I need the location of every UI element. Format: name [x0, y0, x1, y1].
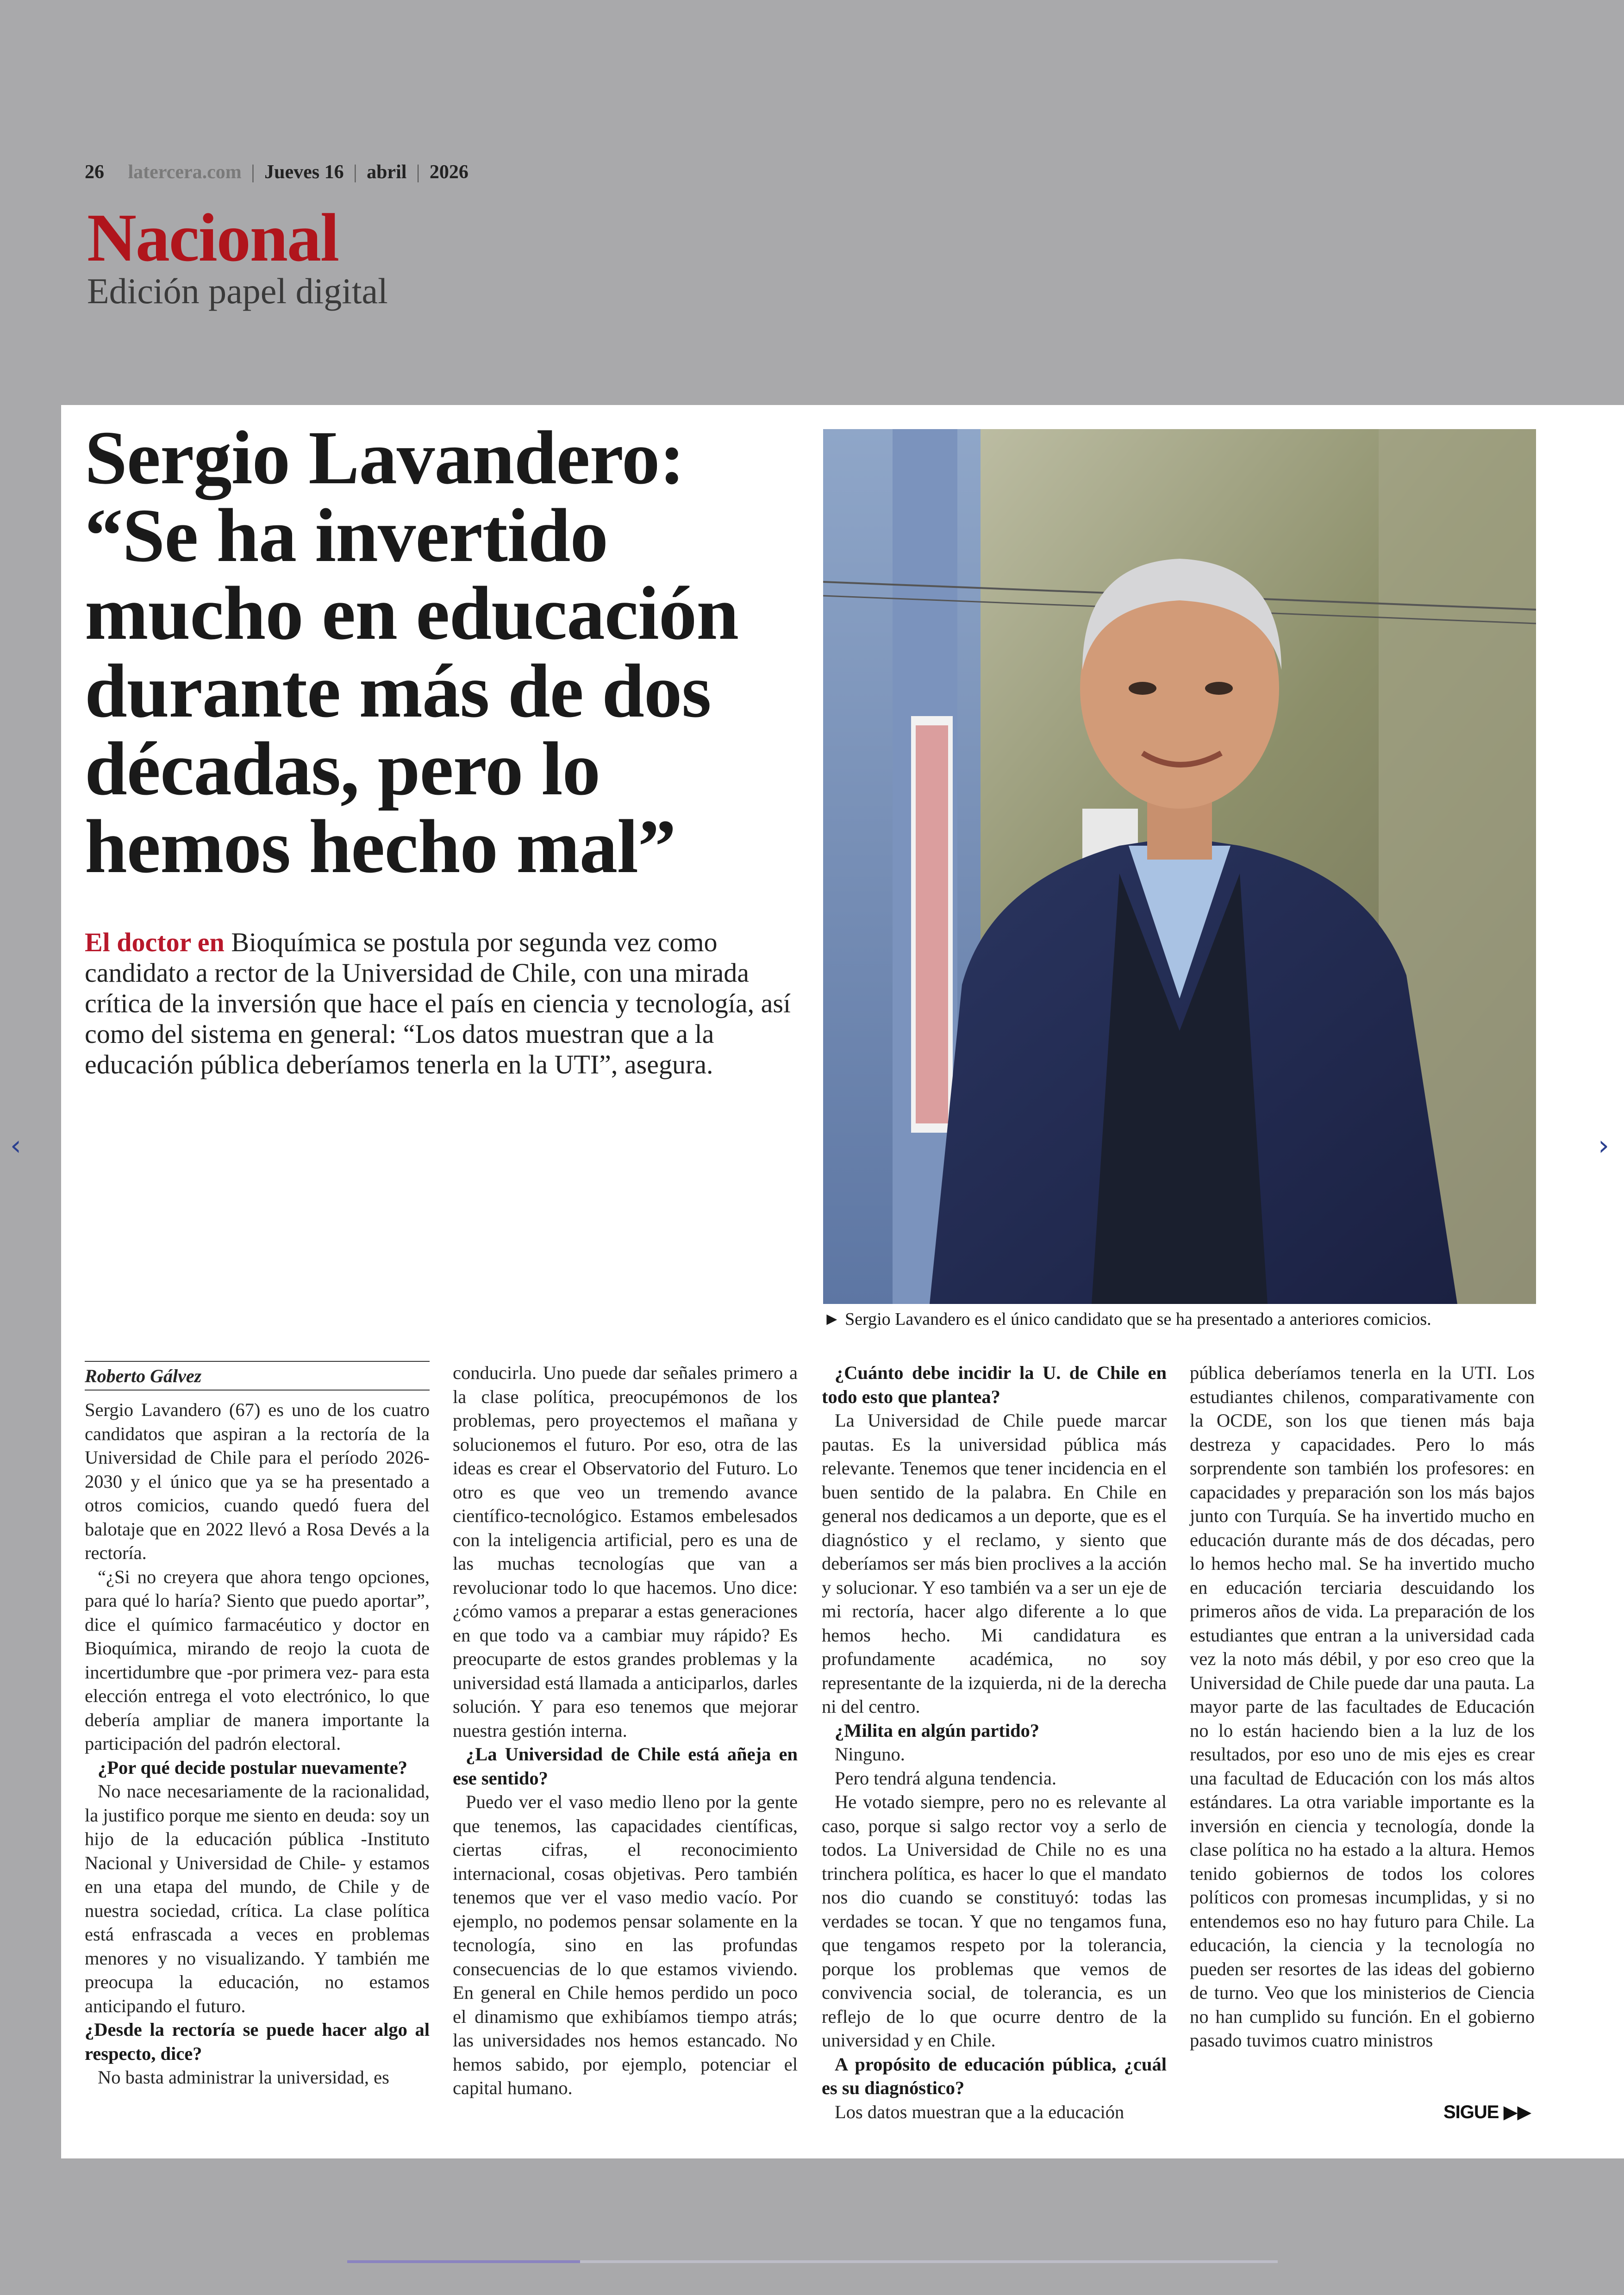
paragraph: conducirla. Uno puede dar señales primero a la clase política, preocupémonos de los problemas, pero proyectemos el mañana y solucionemos el futuro. Por eso, otra de las ideas es crear el Observatorio del Futuro. Lo otro es que veo un tremendo avance científico-tecnológico. Estamos embelesados con la inteligencia artificial, pero es una de las muchas tecnologías que van a revolucionar todo lo que hacemos. Uno dice: ¿cómo vamos a preparar a estas generaciones en que todo va a cambiar muy rápido? Es preocuparte de estos grandes problemas y la universidad está llamada a anticiparlos, darles solución. Y para eso tenemos que mejorar nuestra gestión interna.	[453, 1362, 798, 1741]
interview-question: ¿Cuánto debe incidir la U. de Chile en todo esto que plantea?	[822, 1362, 1167, 1407]
photo-caption: ► Sergio Lavandero es el único candidato que se ha presentado a anteriores comicios.	[823, 1310, 1431, 1329]
section-title: Nacional	[87, 200, 339, 276]
chevron-right-icon: ›	[1598, 1129, 1609, 1162]
paragraph: He votado siempre, pero no es relevante al caso, porque si salgo rector voy a serlo de todos. La Universidad de Chile no es una trinchera política, es hacer lo que el mandato nos dio cuando se constituyó: todas las verdades se tocan. Y que no tengamos funa, que tengamos respeto por la tolerancia, porque los problemas que vemos de convivencia social, de tolerancia, es un reflejo de lo que ocurre dentro de la universidad y en Chile.	[822, 1791, 1167, 2051]
interview-question: A propósito de educación pública, ¿cuál es su diagnóstico?	[822, 2053, 1167, 2098]
paragraph: pública deberíamos tenerla en la UTI. Los estudiantes chilenos, comparativamente con la OCDE, son los que tienen más baja destreza y capacidades. Pero lo más sorprendente son también los profesores: en capacidades y preparación son los más bajos junto con Turquía. Se ha invertido mucho en educación durante más de dos décadas, pero lo hemos hecho mal. Se ha invertido mucho en educación terciaria descuidando los primeros años de vida. La preparación de los estudiantes que entran a la universidad cada vez la noto más débil, y por eso creo que la Universidad de Chile puede dar una pauta. La mayor parte de las facultades de Educación no lo están haciendo bien a la luz de los resultados, por eso uno de mis ejes es crear una facultad de Educación con los más altos estándares. La otra variable importante es la inversión en ciencia y tecnología, donde la clase política no ha estado a la altura. Hemos tenido gobiernos de todos los colores políticos con promesas incumplidas, y si no entendemos eso no hay futuro para Chile. La educación, la ciencia y la tecnología no pueden ser resortes de las ideas del gobierno de turno. Veo que los ministerios de Ciencia no han cumplido su función. En el gobierno pasado tuvimos cuatro ministros	[1190, 1362, 1535, 2051]
paragraph: “¿Si no creyera que ahora tengo opciones, para qué lo haría? Siento que puedo aportar”, dice el químico farmacéutico y doctor en Bioquímica, mirando de reojo la cuota de incertidumbre que -por primera vez- para esta elección entrega el voto electrónico, lo que debería ampliar de manera importante la participación del padrón electoral.	[85, 1566, 430, 1754]
paragraph: No nace necesariamente de la racionalidad, la justifico porque me siento en deuda: soy un hijo de la educación pública -Instituto Nacional y Universidad de Chile- y estamos en una etapa del mundo, de Chile y de nuestra sociedad, crítica. La clase política está enfrascada a veces en problemas menores y no visualizando. Y también me preocupa la educación, no estamos anticipando el futuro.	[85, 1781, 430, 2016]
page-header: 26 latercera.com | Jueves 16 | abril | 2026	[85, 162, 468, 183]
paragraph: La Universidad de Chile puede marcar pautas. Es la universidad pública más relevante. Tenemos que tener incidencia en el buen sentido de la palabra. En Chile en general nos dedicamos a un deporte, que es el diagnóstico y el reclamo, y siento que deberíamos ser más bien proclives a la acción y solucionar. Y eso también va a ser un eje de mi rectoría, hacer algo diferente a lo que hemos hecho. Mi candidatura es profundamente académica, no soy representante de la izquierda, ni de la derecha ni del centro.	[822, 1410, 1167, 1717]
continue-label: SIGUE ▶▶	[1443, 2102, 1531, 2122]
article-column-1	[85, 1361, 430, 2089]
interview-question: ¿Por qué decide postular nuevamente?	[98, 1757, 408, 1778]
previous-page-button[interactable]	[10, 1129, 21, 1162]
paragraph: Ninguno.	[835, 1744, 905, 1765]
edition-label: Edición papel digital	[87, 271, 388, 311]
article-column-3	[822, 1361, 1167, 2124]
chevron-left-icon: ‹	[10, 1129, 21, 1162]
paragraph: Los datos muestran que a la educación	[835, 2101, 1124, 2122]
paragraph: No basta administrar la universidad, es	[98, 2067, 389, 2088]
paragraph: Pero tendrá alguna tendencia.	[835, 1767, 1057, 1789]
lead-text: Bioquímica se postula por segunda vez como candidato a rector de la Universidad de Chile, con una mirada crítica de la inversión que hace el país en ciencia y tecnología, así como del sistema en general: “Los datos muestran que a la educación pública deberíamos tenerla en la UTI”, asegura.	[85, 927, 791, 1079]
date-year: 2026	[429, 162, 468, 183]
paragraph: Puedo ver el vaso medio lleno por la gente que tenemos, las capacidades científicas, ciertas cifras, el reconocimiento internacional, cosas objetivas. Pero también tenemos que ver el vaso medio vacío. Por ejemplo, no podemos pensar solamente en la tecnología, sino en las profundas consecuencias de lo que estamos viviendo. En general en Chile hemos perdido un poco el dinamismo que exhibíamos tiempo atrás; las universidades nos hemos estancado. No hemos sabido, por ejemplo, potenciar el capital humano.	[453, 1791, 798, 2098]
interview-question: ¿Milita en algún partido?	[835, 1720, 1040, 1741]
article-photo	[823, 429, 1536, 1304]
page-progress-fill	[347, 2260, 580, 2263]
author-byline: Roberto Gálvez	[85, 1361, 430, 1391]
interview-question: ¿Desde la rectoría se puede hacer algo al respecto, dice?	[85, 2019, 430, 2064]
article-column-2	[453, 1361, 798, 2100]
site-name: latercera.com	[128, 162, 242, 183]
paragraph: Sergio Lavandero (67) es uno de los cuatro candidatos que aspiran a la rectoría de la Universidad de Chile para el período 2026-2030 y el único que ya se ha presentado a otros comicios, cuando quedó fuera del balotaje que en 2022 llevó a Rosa Devés a la rectoría.	[85, 1399, 430, 1563]
interview-question: ¿La Universidad de Chile está añeja en ese sentido?	[453, 1744, 798, 1789]
portrait-illustration	[823, 429, 1536, 1304]
next-page-button[interactable]	[1598, 1129, 1609, 1162]
date-day: Jueves 16	[264, 162, 344, 183]
article-lead	[85, 927, 800, 1080]
page-number: 26	[85, 162, 104, 183]
date-month: abril	[367, 162, 407, 183]
article-column-4	[1190, 1361, 1535, 2052]
lead-highlight: El doctor en	[85, 927, 225, 957]
page-progress-bar[interactable]	[347, 2260, 1278, 2263]
article-headline: Sergio Lavandero: “Se ha invertido mucho en educación durante más de dos décadas, pero lo hemos hecho mal”	[85, 415, 739, 889]
